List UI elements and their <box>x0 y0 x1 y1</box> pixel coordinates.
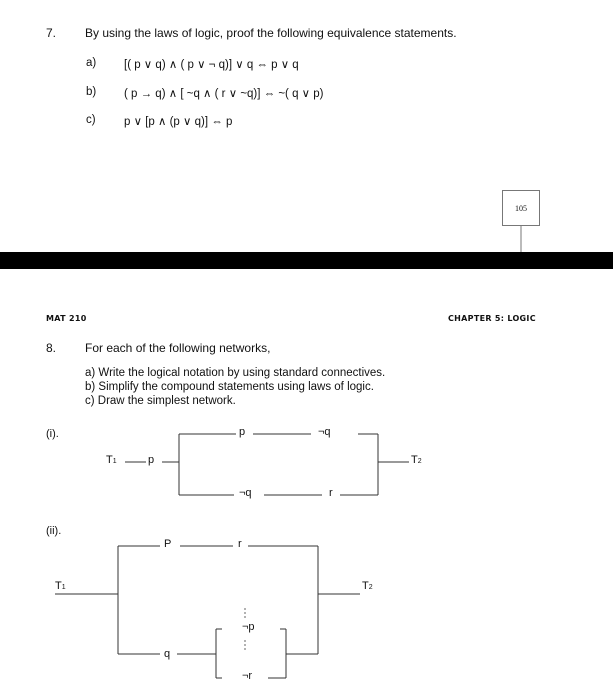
network-1-switch-bottom-not-q: ¬q <box>239 487 252 499</box>
network-1-switch-top-not-q: ¬q <box>318 426 331 438</box>
q7-item-b-label: b) <box>86 86 97 98</box>
network-2-t2-subscript: 2 <box>368 584 373 591</box>
network-2-t2-terminal <box>362 580 373 592</box>
network-2-switch-not-p: ¬p <box>242 621 255 633</box>
q7-item-c-expression: p ∨ [p ∧ (p ∨ q)] ⇔ p <box>124 116 233 128</box>
network-2-label: (ii). <box>46 525 62 537</box>
network-2-t1-terminal <box>55 580 66 592</box>
network-2-switch-top-p: P <box>164 538 172 550</box>
network-1-t1-text: T <box>106 454 113 466</box>
page-number: 105 <box>515 203 527 213</box>
network-1-switch-bottom-r: r <box>329 487 333 499</box>
network-2-t2-text: T <box>362 580 369 592</box>
network-1-t2-subscript: 2 <box>417 458 422 465</box>
question-7-text: By using the laws of logic, proof the following equivalence statements. <box>85 26 457 40</box>
network-1-label: (i). <box>46 428 59 440</box>
network-1-switch-top-p: p <box>239 426 246 438</box>
q8-task-a: a) Write the logical notation by using standard connectives. <box>85 367 386 379</box>
network-2-t1-text: T <box>55 580 62 592</box>
q7-item-b-expression: ( p → q) ∧ [ ~q ∧ ( r ∨ ~q)] ⇔ ~( q ∨ p) <box>124 88 324 100</box>
chapter-header: CHAPTER 5: LOGIC <box>448 314 536 323</box>
network-2-switch-top-r: r <box>238 538 242 550</box>
network-2-t1-subscript: 1 <box>61 584 66 591</box>
q8-task-c: c) Draw the simplest network. <box>85 395 236 407</box>
network-1-t2-text: T <box>411 454 418 466</box>
network-1-t1-subscript: 1 <box>112 458 117 465</box>
q7-item-c-label: c) <box>86 114 96 126</box>
question-8-number: 8. <box>46 341 57 355</box>
q8-task-b: b) Simplify the compound statements using laws of logic. <box>85 381 374 393</box>
q7-item-a-expression: [( p ∨ q) ∧ ( p ∨ ¬ q)] ∨ q ⇔ p ∨ q <box>124 59 299 71</box>
course-code-header: MAT 210 <box>46 314 87 323</box>
network-2-switch-not-r: ¬r <box>242 670 253 682</box>
question-8-text: For each of the following networks, <box>85 341 271 355</box>
network-1-switch-p: p <box>148 454 155 466</box>
network-2-switch-q: q <box>164 648 171 660</box>
question-7-number: 7. <box>46 26 57 40</box>
q7-item-a-label: a) <box>86 57 97 69</box>
